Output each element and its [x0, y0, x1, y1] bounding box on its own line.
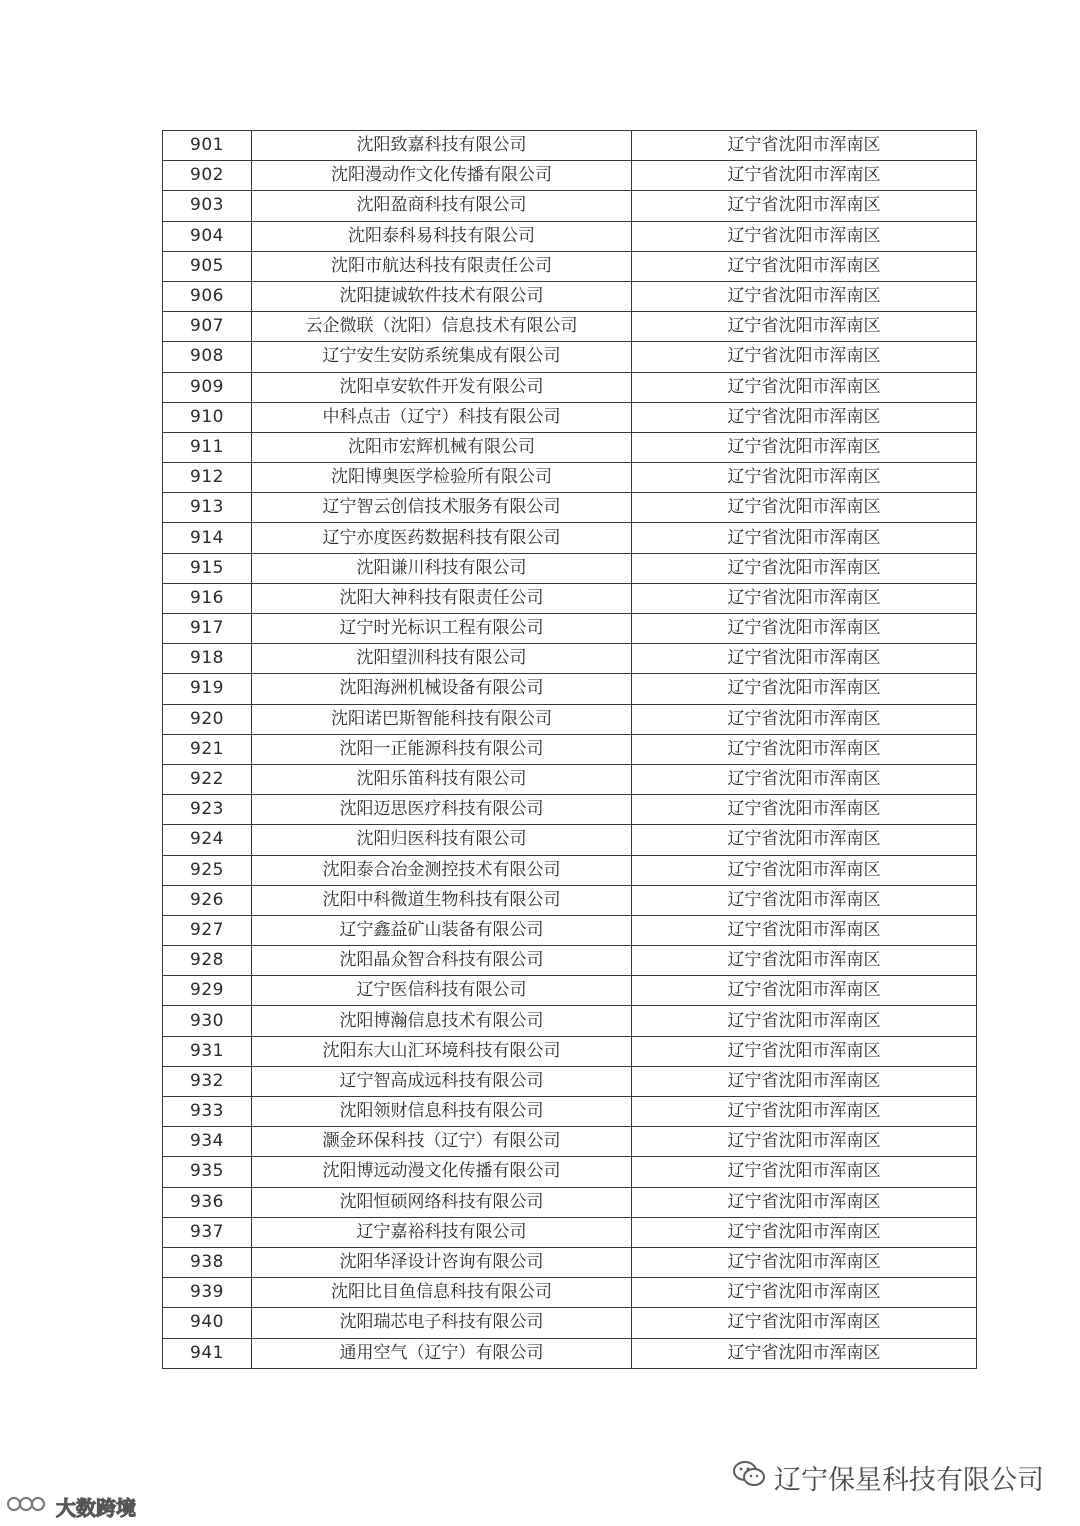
company-region: 辽宁省沈阳市浑南区: [632, 191, 977, 221]
row-number: 910: [163, 402, 252, 432]
watermark-brand-name: 大数跨境: [56, 1496, 136, 1520]
company-name: 沈阳乐笛科技有限公司: [252, 764, 632, 794]
row-number: 924: [163, 825, 252, 855]
row-number: 928: [163, 946, 252, 976]
table-row: [163, 1006, 977, 1036]
table-row: [163, 523, 977, 553]
company-name: 沈阳大神科技有限责任公司: [252, 583, 632, 613]
company-region: 辽宁省沈阳市浑南区: [632, 432, 977, 462]
company-region: 辽宁省沈阳市浑南区: [632, 1127, 977, 1157]
company-region: 辽宁省沈阳市浑南区: [632, 1066, 977, 1096]
wechat-icon: [732, 1460, 766, 1495]
table-row: [163, 976, 977, 1006]
company-name: 辽宁鑫益矿山装备有限公司: [252, 915, 632, 945]
table-row: [163, 1127, 977, 1157]
table-row: [163, 1308, 977, 1338]
company-region: 辽宁省沈阳市浑南区: [632, 885, 977, 915]
company-name: 沈阳博奥医学检验所有限公司: [252, 463, 632, 493]
table-row: [163, 644, 977, 674]
table-row: [163, 1338, 977, 1368]
row-number: 934: [163, 1127, 252, 1157]
company-region: 辽宁省沈阳市浑南区: [632, 281, 977, 311]
company-name: 沈阳谦川科技有限公司: [252, 553, 632, 583]
company-region: 辽宁省沈阳市浑南区: [632, 614, 977, 644]
table-row: [163, 432, 977, 462]
company-name: 灏金环保科技（辽宁）有限公司: [252, 1127, 632, 1157]
table-row: [163, 342, 977, 372]
table-row: [163, 131, 977, 161]
row-number: 907: [163, 312, 252, 342]
company-region: 辽宁省沈阳市浑南区: [632, 1247, 977, 1277]
company-name: 沈阳漫动作文化传播有限公司: [252, 161, 632, 191]
company-name: 沈阳盈商科技有限公司: [252, 191, 632, 221]
company-name: 沈阳诺巴斯智能科技有限公司: [252, 704, 632, 734]
table-row: [163, 281, 977, 311]
company-name: 沈阳领财信息科技有限公司: [252, 1097, 632, 1127]
company-region: 辽宁省沈阳市浑南区: [632, 764, 977, 794]
row-number: 913: [163, 493, 252, 523]
company-region: 辽宁省沈阳市浑南区: [632, 523, 977, 553]
company-name: 中科点击（辽宁）科技有限公司: [252, 402, 632, 432]
row-number: 937: [163, 1217, 252, 1247]
company-name: 沈阳瑞芯电子科技有限公司: [252, 1308, 632, 1338]
row-number: 906: [163, 281, 252, 311]
row-number: 925: [163, 855, 252, 885]
table-row: [163, 493, 977, 523]
company-region: 辽宁省沈阳市浑南区: [632, 1036, 977, 1066]
row-number: 915: [163, 553, 252, 583]
row-number: 922: [163, 764, 252, 794]
company-name: 沈阳晶众智合科技有限公司: [252, 946, 632, 976]
company-region: 辽宁省沈阳市浑南区: [632, 644, 977, 674]
table-row: [163, 1066, 977, 1096]
company-region: 辽宁省沈阳市浑南区: [632, 553, 977, 583]
company-region: 辽宁省沈阳市浑南区: [632, 463, 977, 493]
row-number: 931: [163, 1036, 252, 1066]
row-number: 911: [163, 432, 252, 462]
table-row: [163, 855, 977, 885]
company-region: 辽宁省沈阳市浑南区: [632, 976, 977, 1006]
row-number: 938: [163, 1247, 252, 1277]
company-region: 辽宁省沈阳市浑南区: [632, 734, 977, 764]
table-row: [163, 312, 977, 342]
company-name: 沈阳望汌科技有限公司: [252, 644, 632, 674]
company-region: 辽宁省沈阳市浑南区: [632, 251, 977, 281]
table-row: [163, 946, 977, 976]
table-row: [163, 915, 977, 945]
company-region: 辽宁省沈阳市浑南区: [632, 825, 977, 855]
company-name: 沈阳博瀚信息技术有限公司: [252, 1006, 632, 1036]
table-row: [163, 825, 977, 855]
company-region: 辽宁省沈阳市浑南区: [632, 1217, 977, 1247]
row-number: 903: [163, 191, 252, 221]
row-number: 920: [163, 704, 252, 734]
table-row: [163, 1278, 977, 1308]
table-row: [163, 764, 977, 794]
company-name: 辽宁智云创信技术服务有限公司: [252, 493, 632, 523]
company-name: 辽宁安生安防系统集成有限公司: [252, 342, 632, 372]
company-name: 沈阳捷诚软件技术有限公司: [252, 281, 632, 311]
table-row: [163, 795, 977, 825]
table-row: [163, 704, 977, 734]
row-number: 914: [163, 523, 252, 553]
company-region: 辽宁省沈阳市浑南区: [632, 493, 977, 523]
watermark-company-name: 辽宁保星科技有限公司: [774, 1465, 1044, 1496]
company-region: 辽宁省沈阳市浑南区: [632, 1187, 977, 1217]
company-region: 辽宁省沈阳市浑南区: [632, 1308, 977, 1338]
company-region: 辽宁省沈阳市浑南区: [632, 131, 977, 161]
company-name: 沈阳博远动漫文化传播有限公司: [252, 1157, 632, 1187]
company-name: 辽宁医信科技有限公司: [252, 976, 632, 1006]
company-region: 辽宁省沈阳市浑南区: [632, 342, 977, 372]
company-region: 辽宁省沈阳市浑南区: [632, 795, 977, 825]
row-number: 929: [163, 976, 252, 1006]
table-row: [163, 1097, 977, 1127]
row-number: 916: [163, 583, 252, 613]
company-name: 辽宁智高成远科技有限公司: [252, 1066, 632, 1096]
row-number: 909: [163, 372, 252, 402]
table-row: [163, 1217, 977, 1247]
row-number: 923: [163, 795, 252, 825]
table-row: [163, 1187, 977, 1217]
table-row: [163, 1036, 977, 1066]
row-number: 917: [163, 614, 252, 644]
table-row: [163, 674, 977, 704]
table-row: [163, 251, 977, 281]
table-row: [163, 402, 977, 432]
company-name: 沈阳归医科技有限公司: [252, 825, 632, 855]
company-name: 沈阳华泽设计咨询有限公司: [252, 1247, 632, 1277]
company-region: 辽宁省沈阳市浑南区: [632, 1338, 977, 1368]
company-region: 辽宁省沈阳市浑南区: [632, 1157, 977, 1187]
company-name: 沈阳泰科易科技有限公司: [252, 221, 632, 251]
company-region: 辽宁省沈阳市浑南区: [632, 704, 977, 734]
table-body: [163, 131, 977, 1369]
company-name: 沈阳迈思医疗科技有限公司: [252, 795, 632, 825]
company-name: 辽宁嘉裕科技有限公司: [252, 1217, 632, 1247]
company-region: 辽宁省沈阳市浑南区: [632, 1006, 977, 1036]
company-region: 辽宁省沈阳市浑南区: [632, 1278, 977, 1308]
brand-watermark: [6, 1492, 136, 1521]
company-name: 沈阳恒硕网络科技有限公司: [252, 1187, 632, 1217]
row-number: 901: [163, 131, 252, 161]
company-region: 辽宁省沈阳市浑南区: [632, 674, 977, 704]
logo-icon: [6, 1493, 50, 1520]
company-name: 通用空气（辽宁）有限公司: [252, 1338, 632, 1368]
company-region: 辽宁省沈阳市浑南区: [632, 583, 977, 613]
row-number: 908: [163, 342, 252, 372]
table-row: [163, 614, 977, 644]
row-number: 918: [163, 644, 252, 674]
row-number: 919: [163, 674, 252, 704]
company-region: 辽宁省沈阳市浑南区: [632, 161, 977, 191]
row-number: 904: [163, 221, 252, 251]
company-region: 辽宁省沈阳市浑南区: [632, 1097, 977, 1127]
table-row: [163, 191, 977, 221]
table-row: [163, 734, 977, 764]
row-number: 936: [163, 1187, 252, 1217]
table-row: [163, 463, 977, 493]
company-name: 沈阳一正能源科技有限公司: [252, 734, 632, 764]
company-name: 云企微联（沈阳）信息技术有限公司: [252, 312, 632, 342]
table-row: [163, 1247, 977, 1277]
table-row: [163, 221, 977, 251]
row-number: 927: [163, 915, 252, 945]
company-name: 辽宁亦度医药数据科技有限公司: [252, 523, 632, 553]
company-name: 辽宁时光标识工程有限公司: [252, 614, 632, 644]
row-number: 940: [163, 1308, 252, 1338]
table-row: [163, 1157, 977, 1187]
row-number: 941: [163, 1338, 252, 1368]
row-number: 932: [163, 1066, 252, 1096]
row-number: 912: [163, 463, 252, 493]
table-row: [163, 161, 977, 191]
row-number: 933: [163, 1097, 252, 1127]
table-row: [163, 885, 977, 915]
row-number: 939: [163, 1278, 252, 1308]
table-row: [163, 372, 977, 402]
company-table: [162, 130, 977, 1369]
company-name: 沈阳比目鱼信息科技有限公司: [252, 1278, 632, 1308]
wechat-watermark: [732, 1458, 1044, 1497]
company-name: 沈阳海洲机械设备有限公司: [252, 674, 632, 704]
row-number: 935: [163, 1157, 252, 1187]
company-name: 沈阳市宏辉机械有限公司: [252, 432, 632, 462]
table-row: [163, 553, 977, 583]
company-name: 沈阳市航达科技有限责任公司: [252, 251, 632, 281]
company-region: 辽宁省沈阳市浑南区: [632, 915, 977, 945]
company-region: 辽宁省沈阳市浑南区: [632, 312, 977, 342]
company-name: 沈阳中科微道生物科技有限公司: [252, 885, 632, 915]
table-row: [163, 583, 977, 613]
company-name: 沈阳泰合冶金测控技术有限公司: [252, 855, 632, 885]
company-region: 辽宁省沈阳市浑南区: [632, 402, 977, 432]
row-number: 930: [163, 1006, 252, 1036]
row-number: 905: [163, 251, 252, 281]
company-region: 辽宁省沈阳市浑南区: [632, 372, 977, 402]
row-number: 902: [163, 161, 252, 191]
company-name: 沈阳卓安软件开发有限公司: [252, 372, 632, 402]
company-name: 沈阳致嘉科技有限公司: [252, 131, 632, 161]
company-region: 辽宁省沈阳市浑南区: [632, 855, 977, 885]
company-name: 沈阳东大山汇环境科技有限公司: [252, 1036, 632, 1066]
company-region: 辽宁省沈阳市浑南区: [632, 221, 977, 251]
row-number: 926: [163, 885, 252, 915]
company-region: 辽宁省沈阳市浑南区: [632, 946, 977, 976]
row-number: 921: [163, 734, 252, 764]
